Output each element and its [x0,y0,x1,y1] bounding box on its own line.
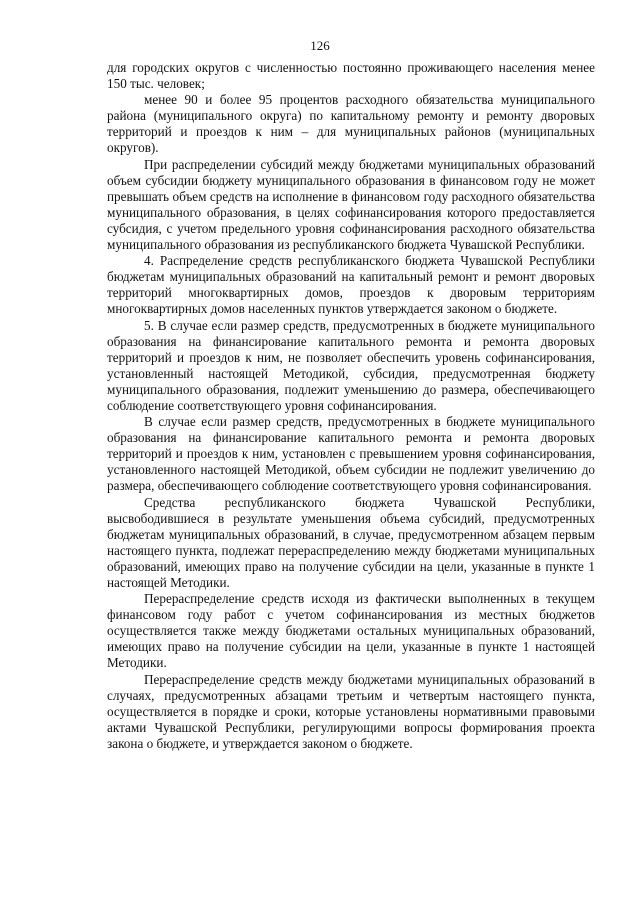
paragraph: 5. В случае если размер средств, предусмотренных в бюджете муниципального образования на финансирование капитального ремонта и ремонта дворовых территорий и проездов к ним, не позволяет обеспечить уровень софинансирования, установленный настоящей Методикой, субсидия, предусмотренная бюджету муниципального образования, подлежит уменьшению до размера, обеспечивающего соблюдение соответствующего уровня софинансирования. [107,317,595,413]
paragraph: Перераспределение средств исходя из фактически выполненных в текущем финансовом году работ с учетом софинансирования из местных бюджетов осуществляется также между бюджетами остальных муниципальных образований, имеющих право на получение субсидии на цели, указанные в пункте 1 настоящей Методики. [107,591,595,671]
paragraph: для городских округов с численностью постоянно проживающего населения менее 150 тыс. человек; [107,60,595,92]
page-number: 126 [310,38,330,53]
paragraph: В случае если размер средств, предусмотренных в бюджете муниципального образования на финансирование капитального ремонта и ремонта дворовых территорий и проездов к ним, установлен с превышением уровня софинансирования, установленного настоящей Методикой, объем субсидии не подлежит увеличению до размера, обеспечивающего соблюдение соответствующего уровня софинансирования. [107,414,595,494]
paragraph: При распределении субсидий между бюджетами муниципальных образований объем субсидии бюджету муниципального образования в финансовом году не может превышать объем средств на исполнение в финансовом году расходного обязательства муниципального образования, в целях софинансирования которого предоставляется субсидия, с учетом предельного уровня софинансирования расходного обязательства муниципального образования из республиканского бюджета Чувашской Республики. [107,156,595,253]
paragraph: менее 90 и более 95 процентов расходного обязательства муниципального района (муниципального округа) по капитальному ремонту и ремонту дворовых территорий и проездов к ним – для муниципальных районов (муниципальных округов). [107,92,595,156]
paragraph: Перераспределение средств между бюджетами муниципальных образований в случаях, предусмотренных абзацами третьим и четвертым настоящего пункта, осуществляется в порядке и сроки, которые установлены нормативными правовыми актами Чувашской Республики, регулирующими вопросы формирования проекта закона о бюджете, и утверждается законом о бюджете. [107,671,595,751]
paragraph: Средства республиканского бюджета Чувашской Республики, высвободившиеся в результате уменьшения объема субсидий, предусмотренных бюджетам муниципальных образований, в случае, предусмотренном абзацем первым настоящего пункта, подлежат перераспределению между бюджетами муниципальных образований, имеющих право на получение субсидии на цели, указанные в пункте 1 настоящей Методики. [107,494,595,590]
document-body [107,60,595,752]
paragraph: 4. Распределение средств республиканского бюджета Чувашской Республики бюджетам муниципальных образований на капитальный ремонт и ремонт дворовых территорий многоквартирных домов, проездов к дворовым территориям многоквартирных домов населенных пунктов утверждается законом о бюджете. [107,253,595,317]
